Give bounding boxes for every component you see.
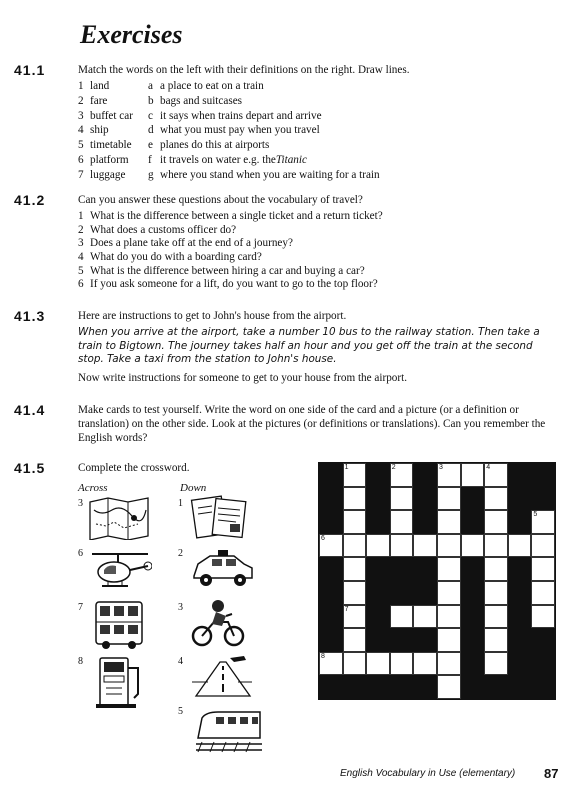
definition[interactable] <box>160 153 307 167</box>
crossword-clue-number: 2 <box>391 464 396 471</box>
exercise-instruction: Can you answer these questions about the vocabulary of travel? <box>78 194 363 206</box>
definition[interactable] <box>160 168 380 182</box>
crossword-cell[interactable] <box>343 628 367 652</box>
taxi-icon <box>190 546 256 590</box>
definition-text: bags and suitcases <box>160 94 243 107</box>
down-clue-number: 4 <box>178 656 183 667</box>
across-clue-number: 7 <box>78 602 83 613</box>
word-number: 4 <box>78 124 84 137</box>
crossword-block <box>413 487 437 511</box>
crossword-clue-number: 8 <box>321 652 325 660</box>
matching-row <box>78 109 538 124</box>
crossword-block <box>390 557 414 581</box>
crossword-block <box>508 510 532 534</box>
petrol-pump-icon <box>92 654 148 710</box>
question-item <box>78 250 538 264</box>
crossword-cell[interactable] <box>437 510 461 534</box>
definition[interactable] <box>160 94 242 108</box>
question-list <box>78 209 538 291</box>
exercise-number: 41.1 <box>14 62 46 78</box>
question-text: What is the difference between hiring a car and buying a car? <box>90 264 365 277</box>
crossword-block <box>413 510 437 534</box>
across-clue-number: 8 <box>78 656 83 667</box>
crossword-cell[interactable] <box>319 652 343 676</box>
crossword-block <box>390 628 414 652</box>
crossword-block <box>319 510 343 534</box>
definition-text: a place to eat on a train <box>160 80 264 92</box>
exercise-instruction: Complete the crossword. <box>78 462 190 474</box>
crossword-block <box>413 628 437 652</box>
writing-task: Now write instructions for someone to get to your house from the airport. <box>78 371 408 384</box>
crossword-block <box>531 487 555 511</box>
crossword-cell[interactable] <box>437 557 461 581</box>
definition-letter: d <box>148 124 154 137</box>
matching-row <box>78 138 538 153</box>
page-number: 87 <box>544 766 559 781</box>
question-number: 6 <box>78 278 84 291</box>
question-number: 3 <box>78 237 84 250</box>
crossword-block <box>508 628 532 652</box>
matching-row <box>78 123 538 138</box>
crossword-block <box>461 581 485 605</box>
crossword-cell[interactable] <box>437 652 461 676</box>
crossword-cell[interactable] <box>531 510 555 534</box>
crossword-cell[interactable] <box>343 652 367 676</box>
crossword-cell[interactable] <box>508 534 532 558</box>
definition-letter: a <box>148 80 153 92</box>
crossword-cell[interactable] <box>390 510 414 534</box>
exercise-number: 41.5 <box>14 460 46 476</box>
crossword-cell[interactable] <box>437 534 461 558</box>
crossword-cell[interactable] <box>366 652 390 676</box>
exercise-instruction: Match the words on the left with their definitions on the right. Draw lines. <box>78 64 410 76</box>
page-title: Exercises <box>80 20 183 49</box>
crossword-cell[interactable] <box>437 487 461 511</box>
crossword-cell[interactable] <box>413 652 437 676</box>
crossword-clue-number: 7 <box>344 605 349 613</box>
definition-text: planes do this at airports <box>160 139 270 152</box>
word[interactable]: timetable <box>90 139 132 152</box>
crossword-cell[interactable] <box>343 510 367 534</box>
crossword-block <box>531 652 555 676</box>
crossword-cell[interactable] <box>437 605 461 629</box>
crossword-block <box>508 463 532 487</box>
runway-icon <box>190 652 254 698</box>
crossword-block <box>390 675 414 699</box>
crossword-cell[interactable] <box>461 463 485 487</box>
crossword-block <box>366 581 390 605</box>
crossword-block <box>531 675 555 699</box>
down-clue-number: 3 <box>178 602 183 613</box>
question-text: Does a plane take off at the end of a journey? <box>90 237 293 250</box>
word-number: 5 <box>78 139 84 152</box>
handwritten-directions: When you arrive at the airport, take a number 10 bus to the railway station. Then take a train to Bigtown. The journey takes half an hour and you get off the train at the second stop. Take a taxi from the station to John's house. <box>78 326 540 365</box>
question-text: What is the difference between a single ticket and a return ticket? <box>90 210 383 222</box>
crossword-cell[interactable] <box>461 534 485 558</box>
crossword-block <box>413 675 437 699</box>
across-clue-number: 6 <box>78 548 83 559</box>
definition-letter: f <box>148 153 152 166</box>
question-text: What does a customs officer do? <box>90 223 237 236</box>
definition-letter: c <box>148 109 153 122</box>
crossword-block <box>508 557 532 581</box>
crossword-cell[interactable] <box>531 581 555 605</box>
crossword-cell[interactable] <box>437 463 461 487</box>
word[interactable]: platform <box>90 153 129 166</box>
matching-row <box>78 153 538 168</box>
crossword-cell[interactable] <box>390 605 414 629</box>
crossword-cell[interactable] <box>531 557 555 581</box>
crossword-cell[interactable] <box>484 652 508 676</box>
crossword-block <box>319 557 343 581</box>
crossword-block <box>508 675 532 699</box>
crossword-block <box>343 675 367 699</box>
crossword-block <box>508 605 532 629</box>
crossword-block <box>319 605 343 629</box>
crossword-block <box>366 628 390 652</box>
crossword-block <box>508 652 532 676</box>
crossword-block <box>319 628 343 652</box>
crossword-block <box>366 675 390 699</box>
word-number: 1 <box>78 80 84 92</box>
crossword-clue-number: 1 <box>344 464 349 471</box>
crossword-block <box>366 557 390 581</box>
crossword-cell[interactable] <box>437 628 461 652</box>
crossword-cell[interactable] <box>390 463 414 487</box>
question-number: 4 <box>78 251 84 264</box>
crossword-block <box>413 557 437 581</box>
definition-text: it travels on water e.g. the <box>160 153 276 166</box>
question-item <box>78 223 538 237</box>
crossword-block <box>508 487 532 511</box>
word-number: 3 <box>78 109 84 122</box>
crossword-cell[interactable] <box>343 487 367 511</box>
double-decker-bus-icon <box>92 600 146 650</box>
definition-letter: b <box>148 94 154 107</box>
question-number: 1 <box>78 210 84 222</box>
across-clue-number: 3 <box>78 498 83 509</box>
crossword-clue-number: 3 <box>439 464 443 471</box>
exercise-instruction: Make cards to test yourself. Write the word on one side of the card and a picture (or a definition or translation) on the other side. Look at the pictures (or definitions or translations). Can you remember the English words? <box>78 404 546 444</box>
crossword-cell[interactable] <box>343 534 367 558</box>
crossword-clue-number: 6 <box>321 534 325 542</box>
word[interactable]: luggage <box>90 168 126 181</box>
down-heading: Down <box>180 482 207 494</box>
down-clue-number: 2 <box>178 548 183 559</box>
crossword-block <box>461 605 485 629</box>
crossword-cell[interactable] <box>343 605 367 629</box>
crossword-cell[interactable] <box>531 605 555 629</box>
question-item <box>78 209 538 223</box>
book-title: English Vocabulary in Use (elementary) <box>340 768 516 779</box>
word[interactable]: ship <box>90 124 109 137</box>
question-text: What do you do with a boarding card? <box>90 251 262 264</box>
crossword-clue-number: 5 <box>533 511 538 519</box>
question-number: 5 <box>78 264 84 277</box>
crossword-cell[interactable] <box>484 605 508 629</box>
definition[interactable] <box>160 109 322 123</box>
question-number: 2 <box>78 223 84 236</box>
word-number: 6 <box>78 153 84 166</box>
crossword-cell[interactable] <box>343 557 367 581</box>
crossword-block <box>484 675 508 699</box>
crossword-cell[interactable] <box>484 487 508 511</box>
crossword-block <box>531 463 555 487</box>
motorbike-icon <box>190 598 246 648</box>
definition-letter: g <box>148 168 154 181</box>
definition[interactable] <box>160 123 320 137</box>
matching-list <box>78 79 538 183</box>
across-heading: Across <box>78 482 108 494</box>
crossword-block <box>461 510 485 534</box>
word[interactable]: fare <box>90 94 108 107</box>
word-number: 7 <box>78 168 84 181</box>
definition-text: where you stand when you are waiting for a train <box>160 168 380 181</box>
exercise-number: 41.4 <box>14 402 46 418</box>
matching-row <box>78 168 538 183</box>
crossword-block <box>413 581 437 605</box>
crossword-cell[interactable] <box>484 463 508 487</box>
matching-row <box>78 79 538 94</box>
crossword-block <box>319 487 343 511</box>
crossword-cell[interactable] <box>413 605 437 629</box>
word[interactable]: buffet car <box>90 109 133 122</box>
crossword-block <box>461 487 485 511</box>
crossword-cell[interactable] <box>484 557 508 581</box>
crossword-block <box>366 487 390 511</box>
question-item <box>78 264 538 278</box>
crossword-block <box>319 675 343 699</box>
crossword-cell[interactable] <box>390 487 414 511</box>
exercise-number: 41.2 <box>14 192 46 208</box>
crossword-cell[interactable] <box>343 463 367 487</box>
crossword-grid <box>318 462 556 700</box>
crossword-block <box>531 628 555 652</box>
definition-letter: e <box>148 139 153 152</box>
crossword-cell[interactable] <box>484 581 508 605</box>
crossword-block <box>461 628 485 652</box>
down-clue-number: 5 <box>178 706 183 717</box>
crossword-cell[interactable] <box>484 534 508 558</box>
definition-text: it says when trains depart and arrive <box>160 109 322 122</box>
down-clue-number: 1 <box>178 498 183 509</box>
crossword-cell[interactable] <box>437 581 461 605</box>
crossword-cell[interactable] <box>366 534 390 558</box>
crossword-cell[interactable] <box>437 675 461 699</box>
crossword-cell[interactable] <box>390 534 414 558</box>
crossword-block <box>461 557 485 581</box>
helicopter-icon <box>88 546 152 592</box>
crossword-cell[interactable] <box>390 652 414 676</box>
tickets-icon <box>190 494 254 540</box>
crossword-block <box>390 581 414 605</box>
crossword-clue-number: 4 <box>486 464 491 471</box>
crossword-block <box>461 652 485 676</box>
crossword-block <box>319 581 343 605</box>
question-item <box>78 236 538 250</box>
crossword-block <box>366 510 390 534</box>
crossword-cell[interactable] <box>413 534 437 558</box>
crossword-block <box>366 605 390 629</box>
crossword-block <box>366 463 390 487</box>
crossword-cell[interactable] <box>484 510 508 534</box>
map-icon <box>88 496 150 540</box>
crossword-block <box>319 463 343 487</box>
train-icon <box>194 704 264 756</box>
crossword-block <box>508 581 532 605</box>
crossword-cell[interactable] <box>319 534 343 558</box>
definition-text: what you must pay when you travel <box>160 124 320 137</box>
crossword-block <box>413 463 437 487</box>
definition-italic: Titanic <box>275 153 307 166</box>
exercise-number: 41.3 <box>14 308 46 324</box>
definition[interactable] <box>160 79 264 93</box>
exercise-instruction: Here are instructions to get to John's house from the airport. <box>78 310 347 322</box>
crossword-cell[interactable] <box>531 534 555 558</box>
word-number: 2 <box>78 94 84 107</box>
word[interactable]: land <box>90 80 110 92</box>
question-text: If you ask someone for a lift, do you want to go to the top floor? <box>90 278 378 291</box>
crossword-cell[interactable] <box>484 628 508 652</box>
crossword-block <box>461 675 485 699</box>
definition[interactable] <box>160 138 269 152</box>
crossword-cell[interactable] <box>343 581 367 605</box>
matching-row <box>78 94 538 109</box>
question-item <box>78 277 538 291</box>
